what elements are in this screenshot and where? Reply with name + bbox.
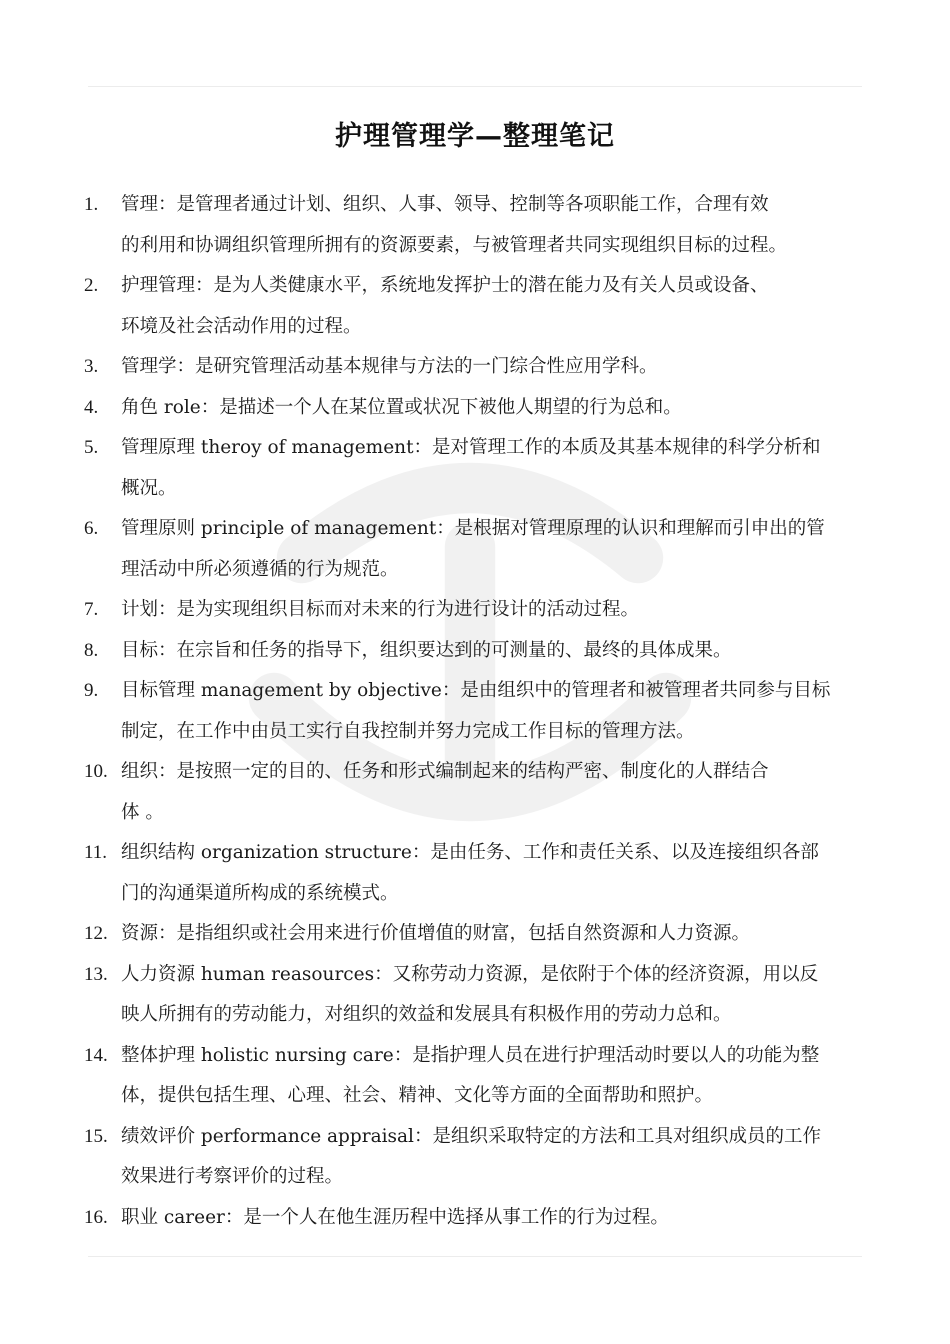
item-number: 3. [84, 356, 99, 377]
item-number: 10. [84, 761, 108, 782]
item-text-line: 目标管理 management by objective：是由组织中的管理者和被管理者共同参与目标 [121, 680, 831, 701]
list-item [84, 833, 884, 914]
item-number: 16. [84, 1206, 108, 1228]
list-item [84, 752, 884, 833]
item-number: 15. [84, 1125, 108, 1147]
item-text-line: 管理学：是研究管理活动基本规律与方法的一门综合性应用学科。 [121, 356, 658, 377]
list-item [84, 266, 884, 347]
list-item [84, 590, 884, 631]
item-text-line: 绩效评价 performance appraisal：是组织采取特定的方法和工具对组织成员的工作 [121, 1125, 821, 1147]
list-item [84, 388, 884, 429]
top-divider [88, 86, 862, 87]
item-text-line: 环境及社会活动作用的过程。 [121, 315, 362, 337]
item-number: 4. [84, 396, 99, 418]
list-item [84, 185, 884, 266]
list-item [84, 428, 884, 509]
item-number: 13. [84, 963, 108, 985]
list-item [84, 1198, 884, 1239]
item-text-line: 管理原则 principle of management：是根据对管理原理的认识和理解而引申出的管 [121, 518, 825, 539]
page-title: 护理管理学—整理笔记 [335, 121, 615, 152]
item-text-line: 职业 career：是一个人在他生涯历程中选择从事工作的行为过程。 [121, 1206, 669, 1228]
item-text-line: 体 。 [121, 801, 164, 823]
bottom-divider [88, 1256, 862, 1257]
item-text-line: 管理：是管理者通过计划、组织、人事、领导、控制等各项职能工作，合理有效 [121, 194, 769, 215]
item-text-line: 制定，在工作中由员工实行自我控制并努力完成工作目标的管理方法。 [121, 720, 695, 742]
item-number: 6. [84, 518, 99, 539]
item-number: 5. [84, 437, 99, 458]
item-text-line: 映人所拥有的劳动能力，对组织的效益和发展具有积极作用的劳动力总和。 [121, 1004, 732, 1025]
item-number: 7. [84, 599, 99, 620]
list-item [84, 955, 884, 1036]
list-item [84, 509, 884, 590]
item-text-line: 目标：在宗旨和任务的指导下，组织要达到的可测量的、最终的具体成果。 [121, 639, 732, 661]
item-text-line: 计划：是为实现组织目标而对未来的行为进行设计的活动过程。 [121, 599, 640, 620]
list-item [84, 1117, 884, 1198]
item-text-line: 整体护理 holistic nursing care：是指护理人员在进行护理活动时要以人的功能为整 [121, 1044, 820, 1066]
item-text-line: 理活动中所必须遵循的行为规范。 [121, 558, 399, 580]
item-text-line: 门的沟通渠道所构成的系统模式。 [121, 882, 399, 904]
item-text-line: 概况。 [121, 477, 177, 499]
item-number: 9. [84, 680, 99, 701]
list-item [84, 1036, 884, 1117]
item-text-line: 管理原理 theroy of management：是对管理工作的本质及其基本规律的科学分析和 [121, 437, 821, 458]
list-item [84, 914, 884, 955]
item-number: 14. [84, 1044, 108, 1066]
item-text-line: 角色 role：是描述一个人在某位置或状况下被他人期望的行为总和。 [121, 396, 682, 418]
item-number: 12. [84, 923, 108, 944]
item-text-line: 的利用和协调组织管理所拥有的资源要素，与被管理者共同实现组织目标的过程。 [121, 234, 788, 256]
item-text-line: 人力资源 human reasources：又称劳动力资源，是依附于个体的经济资源，用以反 [121, 963, 819, 985]
item-number: 8. [84, 639, 99, 661]
list-item [84, 631, 884, 672]
item-number: 2. [84, 275, 99, 296]
item-text-line: 护理管理：是为人类健康水平，系统地发挥护士的潜在能力及有关人员或设备、 [121, 275, 769, 296]
item-number: 11. [84, 842, 108, 863]
list-item [84, 347, 884, 388]
item-text-line: 体，提供包括生理、心理、社会、精神、文化等方面的全面帮助和照护。 [121, 1085, 714, 1106]
item-text-line: 组织结构 organization structure：是由任务、工作和责任关系、以及连接组织各部 [121, 842, 819, 863]
list-item [84, 671, 884, 752]
item-text-line: 资源：是指组织或社会用来进行价值增值的财富，包括自然资源和人力资源。 [121, 923, 751, 944]
item-text-line: 组织：是按照一定的目的、任务和形式编制起来的结构严密、制度化的人群结合 [121, 761, 769, 782]
item-number: 1. [84, 194, 99, 215]
notes-list [84, 185, 884, 1238]
item-text-line: 效果进行考察评价的过程。 [121, 1166, 344, 1187]
